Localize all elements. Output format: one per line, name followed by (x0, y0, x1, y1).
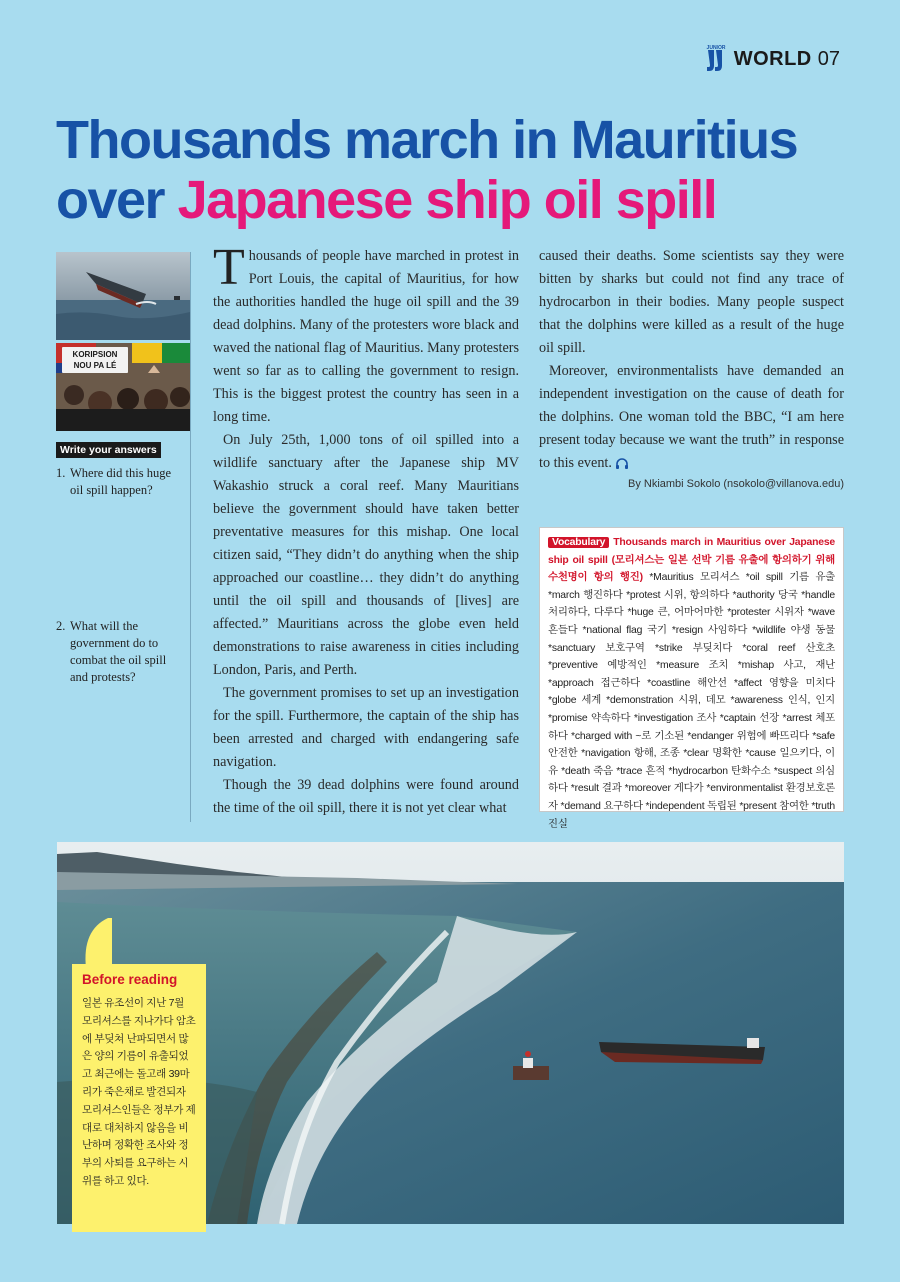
headline (56, 110, 856, 230)
paragraph-text: Moreover, environmentalists have demanded an independent investigation on the cause of death for the dolphins. One woman told the BBC, “I am here present today because we want the truth” in response to this event. (539, 363, 844, 471)
before-reading-box (72, 964, 206, 1232)
article-paragraph-4-cont: caused their deaths. Some scientists say they were bitten by sharks but could not find any trace of hydrocarbon in their bodies. Many people suspect that the dolphins were killed as a result of the huge oil spill. (539, 248, 844, 356)
article-column-1 (213, 239, 519, 820)
vocabulary-title: Thousands march in Mauritius over Japanese ship oil spill (모리셔스는 일본 선박 기름 유출에 항의하기 위해 수천명이 항의 행진) (548, 537, 835, 584)
headline-line-2 (56, 170, 856, 230)
protest-sign-line-1: KORIPSION (72, 350, 118, 359)
headline-line-1: Thousands march in Mauritius (56, 110, 798, 170)
logo-text: JUNIOR (706, 45, 726, 51)
article-paragraph-3: The government promises to set up an investigation for the spill. Furthermore, the captain of the ship has been arrested and charged with endangering safe navigation. (213, 685, 519, 770)
protest-sign-line-2: NOU PA LÉ (73, 361, 117, 370)
junior-logo-icon (704, 44, 728, 74)
vocabulary-box (539, 527, 844, 830)
question-text: What will the government do to combat the oil spill and protests? (70, 619, 167, 684)
section-title: WORLD (733, 47, 812, 70)
page-number: 07 (817, 47, 840, 70)
before-reading-text: 일본 유조선이 지난 7월 모리셔스를 지나가다 암초에 부딪쳐 난파되면서 많은 양의 기름이 유출되었고 최근에는 돌고래 39마리가 죽은채로 발견되자 모리셔스인들은 정부가 제대로 대처하지 않음을 비난하며 정확한 조사와 정부의 사퇴를 요구하는 시위를 하고 있다. (82, 997, 196, 1187)
vocabulary-tag: Vocabulary (548, 537, 609, 548)
write-answers-label: Write your answers (56, 442, 161, 458)
protest-photo (56, 343, 190, 431)
section-header (704, 44, 840, 74)
article-paragraph-1 (213, 239, 519, 429)
question-number: 2. (56, 619, 66, 633)
headphones-icon (615, 458, 629, 470)
sinking-ship-photo (56, 252, 190, 340)
headline-prefix: over (56, 170, 178, 230)
vocabulary-list: *Mauritius 모리셔스 *oil spill 기름 유출 *march 행진하다 *protest 시위, 항의하다 *authority 당국 *handle 처리하다, 다루다 *huge 큰, 어마어마한 *protester 시위자 *wave 흔들다 *national flag 국기 *resign 사임하다 *wildlife 야생 동물 *sanctuary 보호구역 *strike 부딪치다 *coral reef 산호초 *preventive 예방적인 *measure 조치 *mishap 사고, 재난 *approach 접근하다 *coastline 해안선 *affect 영향을 미치다 *globe 세계 *demonstration 시위, 데모 *awareness 인식, 인지 *promise 약속하다 *investigation 조사 *captain 선장 *arrest 체포하다 *charged with ~로 기소된 *endanger 위험에 빠뜨리다 *safe 안전한 *navigation 항해, 조종 *clear 명확한 *cause 일으키다, 이유 *death 죽음 *trace 흔적 *hydrocarbon 탄화수소 *suspect 의심하다 *result 결과 *moreover 게다가 *environmentalist 환경보호론자 *demand 요구하다 *independent 독립된 *present 참여한 *truth 진실 (548, 572, 835, 830)
article-paragraph-2: On July 25th, 1,000 tons of oil spilled into a wildlife sanctuary after the Japanese ship MV Wakashio struck a coral reef. Many Mauritians believe the government should have taken better preventative measures for this mishap. One local citizen said, “They didn’t do anything when the ship approached our coastline… they didn’t do anything until the oil spill and thousands of [lives] are affected.” Mauritians across the globe even held demonstrations to raise awareness in cities including London, Paris, and Perth. (213, 432, 519, 678)
before-reading-title: Before reading (82, 972, 178, 987)
drop-cap: T (213, 239, 245, 296)
headline-highlight: Japanese ship oil spill (177, 170, 717, 230)
sidebar (56, 252, 191, 822)
question-text: Where did this huge oil spill happen? (70, 466, 172, 497)
question-number: 1. (56, 466, 66, 480)
question-1 (56, 465, 184, 499)
article-column-2 (539, 245, 844, 475)
speech-bubble-tail-icon (72, 918, 112, 968)
byline: By Nkiambi Sokolo (nsokolo@villanova.edu) (628, 478, 844, 490)
paragraph-text: housands of people have marched in protest in Port Louis, the capital of Mauritius, for how the authorities handled the huge oil spill and the 39 dead dolphins. Many of the protesters wore black and waved the national flag of Mauritius. Many protesters went so far as to calling the government to resign. This is the biggest protest the country has seen in a long time. (213, 248, 519, 425)
article-paragraph-5 (539, 360, 844, 475)
article-paragraph-4: Though the 39 dead dolphins were found around the time of the oil spill, there it is not yet clear what (213, 777, 519, 816)
question-2 (56, 618, 184, 686)
